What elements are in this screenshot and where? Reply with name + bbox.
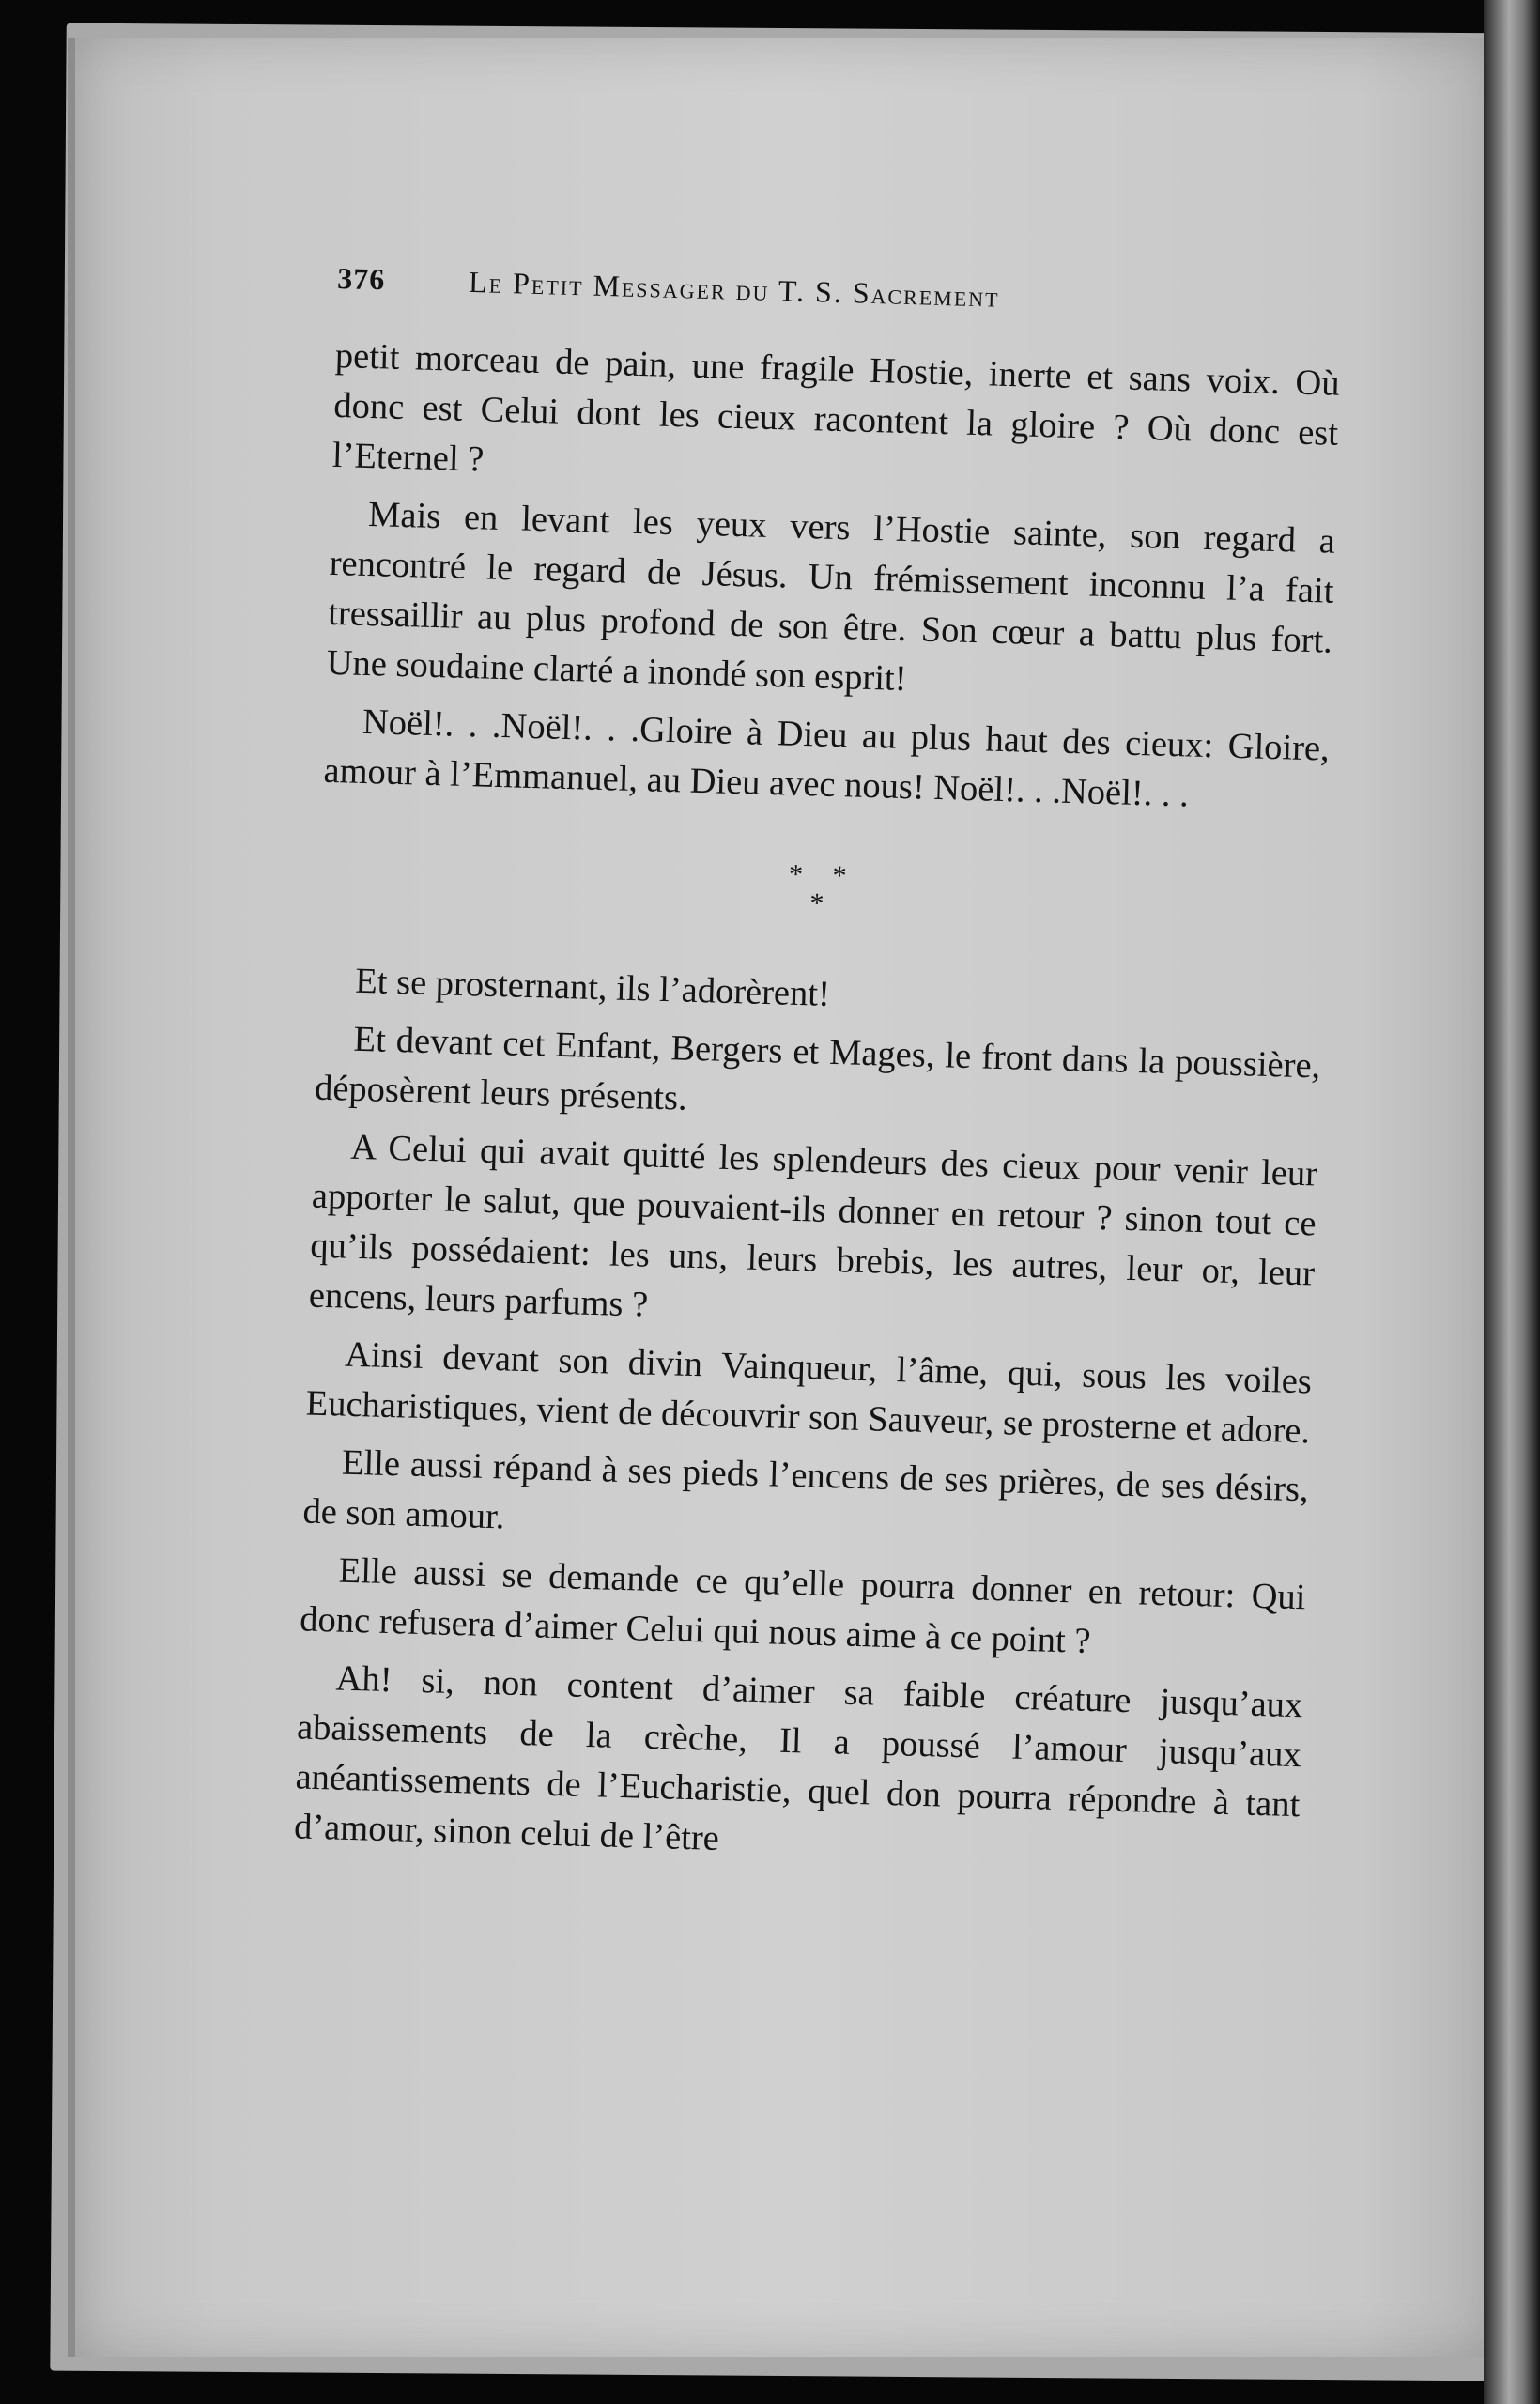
running-head: Le Petit Messager du T. S. Sacrement: [468, 264, 1001, 314]
paragraph: Et se prosternant, ils l’adorèrent!: [354, 961, 831, 1014]
paragraph: Ah! si, non content d’aimer sa faible créature jusqu’aux abaissements de la crèche, Il a poussé l’amour jusqu’aux anéantissements de l’Eucharistie, quel don pourra répondre à tant d’amour, sinon celui de l’être: [293, 1658, 1303, 1858]
ornament-star-bottom: *: [808, 887, 836, 920]
paragraph: petit morceau de pain, une fragile Hostie, inerte et sans voix. Où donc est Celui dont les cieux racontent la gloire ? Où donc est l’Eternel ?: [331, 335, 1341, 480]
section-ornament: [320, 848, 1326, 932]
paragraph: Et devant cet Enfant, Bergers et Mages, le front dans la poussière, déposèrent leurs présents.: [314, 1019, 1321, 1118]
paragraph: A Celui qui avait quitté les splendeurs des cieux pour venir leur apporter le salut, que pouvaient-ils donner en retour ? sinon tout ce qu’ils possédaient: les uns, leurs brebis, les autres, leur or, leur encens, leurs parfums ?: [308, 1127, 1318, 1325]
paragraph: Noël!. . .Noël!. . .Gloire à Dieu au plus haut des cieux: Gloire, amour à l’Emmanuel, au Dieu avec nous! Noël!. . .Noël!. . .: [323, 701, 1331, 815]
paragraph: Elle aussi se demande ce qu’elle pourra donner en retour: Qui donc refusera d’aimer Celui qui nous aime à ce point ?: [299, 1550, 1307, 1661]
paragraph: Mais en levant les yeux vers l’Hostie sainte, son regard a rencontré le regard de Jésus. Un frémissement inconnu l’a fait tressaillir au plus profond de son être. Son cœur a battu plus fort. Une soudaine clarté a inondé son esprit!: [326, 495, 1336, 700]
paragraph: Ainsi devant son divin Vainqueur, l’âme, qui, sous les voiles Eucharistiques, vient de découvrir son Sauveur, se prosterne et adore.: [305, 1334, 1313, 1452]
ornament-stars-top: * *: [788, 858, 858, 892]
page-text-block: [293, 254, 1342, 1888]
paragraph: Elle aussi répand à ses pieds l’encens de ses prières, de ses désirs, de son amour.: [301, 1442, 1310, 1537]
page-number: 376: [336, 260, 386, 297]
book-binding-edge: [1484, 0, 1540, 2404]
